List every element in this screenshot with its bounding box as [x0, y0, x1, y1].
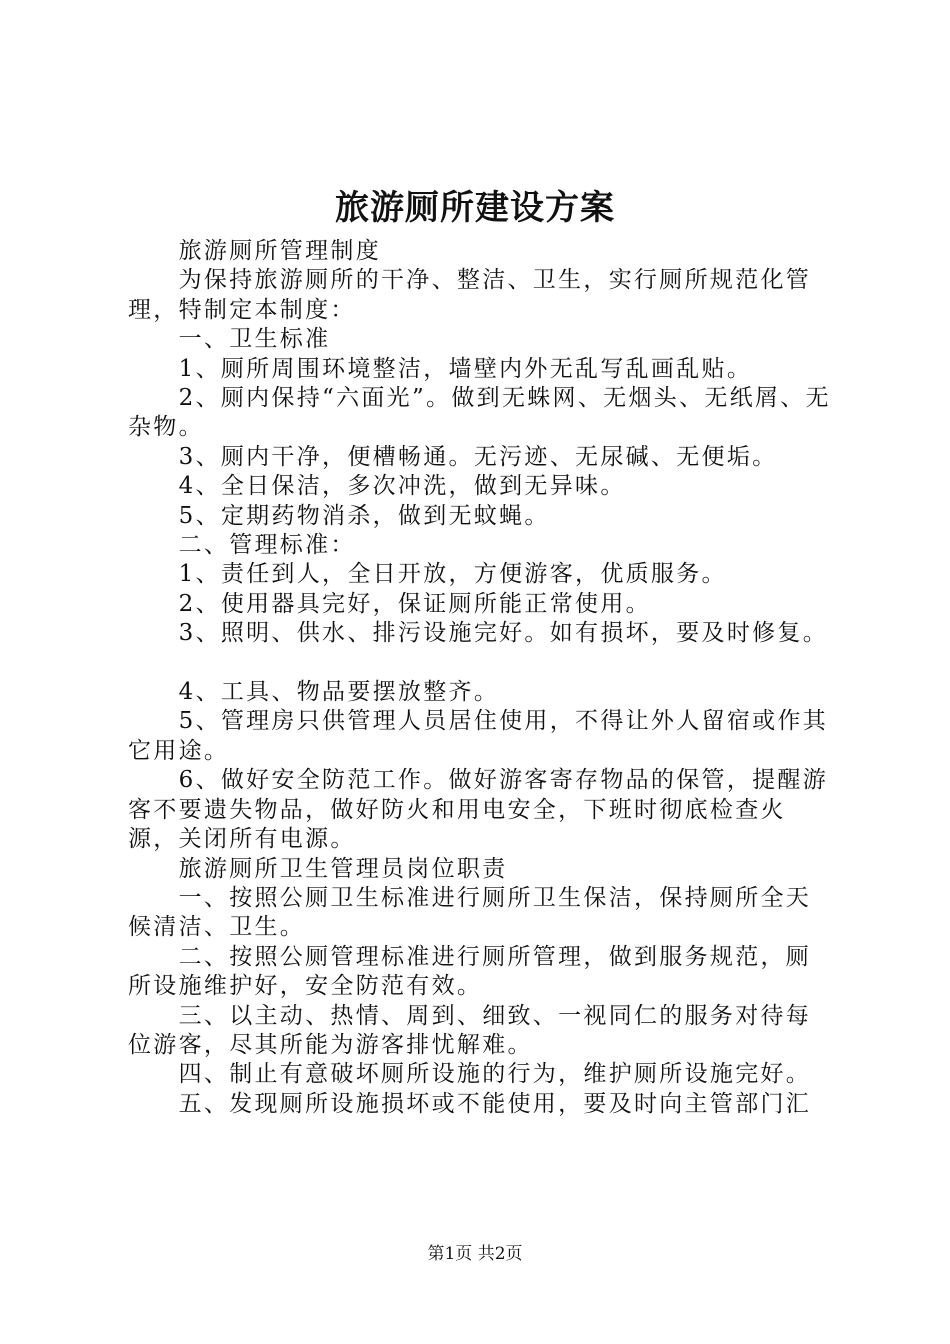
list-item-hygiene-1: 1、厕所周围环境整洁，墙壁内外无乱写乱画乱贴。 [178, 355, 753, 382]
list-item-management-6: 6、做好安全防范工作。做好游客寄存物品的保管，提醒游客不要遗失物品，做好防火和用电安全，下班时彻底检查火源，关闭所有电源。 [128, 767, 829, 853]
list-item-duty-4: 四、制止有意破坏厕所设施的行为，维护厕所设施完好。 [178, 1061, 812, 1088]
list-item-hygiene-3: 3、厕内干净，便槽畅通。无污迹、无尿碱、无便垢。 [178, 443, 778, 470]
list-item-duty-1: 一、按照公厕卫生标准进行厕所卫生保洁，保持厕所全天候清洁、卫生。 [128, 884, 812, 941]
list-item-hygiene-2: 2、厕内保持“六面光”。做到无蛛网、无烟头、无纸屑、无杂物。 [128, 385, 831, 441]
section-heading-management-standards: 二、管理标准： [178, 532, 356, 559]
section-heading-management-rules: 旅游厕所管理制度 [178, 238, 381, 264]
list-item-management-3: 3、照明、供水、排污设施完好。如有损坏，要及时修复。 [178, 620, 829, 647]
list-item-management-1: 1、责任到人，全日开放，方便游客，优质服务。 [178, 561, 727, 588]
list-item-duty-5: 五、发现厕所设施损坏或不能使用，要及时向主管部门汇 [178, 1090, 812, 1117]
list-item-management-5: 5、管理房只供管理人员居住使用，不得让外人留宿或作其它用途。 [128, 708, 829, 764]
list-item-hygiene-5: 5、定期药物消杀，做到无蚊蝇。 [178, 502, 550, 529]
list-item-management-4: 4、工具、物品要摆放整齐。 [178, 679, 500, 706]
list-item-hygiene-4: 4、全日保洁，多次冲洗，做到无异味。 [178, 473, 626, 500]
list-item-management-2: 2、使用器具完好，保证厕所能正常使用。 [178, 590, 651, 617]
document-title: 旅游厕所建设方案 [335, 188, 615, 228]
blank-line [128, 649, 834, 678]
list-item-duty-3: 三、以主动、热情、周到、细致、一视同仁的服务对待每位游客，尽其所能为游客排忧解难。 [128, 1002, 812, 1058]
section-heading-job-duties: 旅游厕所卫生管理员岗位职责 [178, 855, 508, 882]
list-item-duty-2: 二、按照公厕管理标准进行厕所管理，做到服务规范，厕所设施维护好，安全防范有效。 [128, 943, 812, 1000]
page-footer: 第1页 共2页 [427, 1244, 523, 1264]
document-body [128, 237, 834, 1119]
section-heading-hygiene-standards: 一、卫生标准 [178, 326, 331, 353]
paragraph-intro: 为保持旅游厕所的干净、整洁、卫生，实行厕所规范化管理，特制定本制度： [128, 267, 812, 323]
